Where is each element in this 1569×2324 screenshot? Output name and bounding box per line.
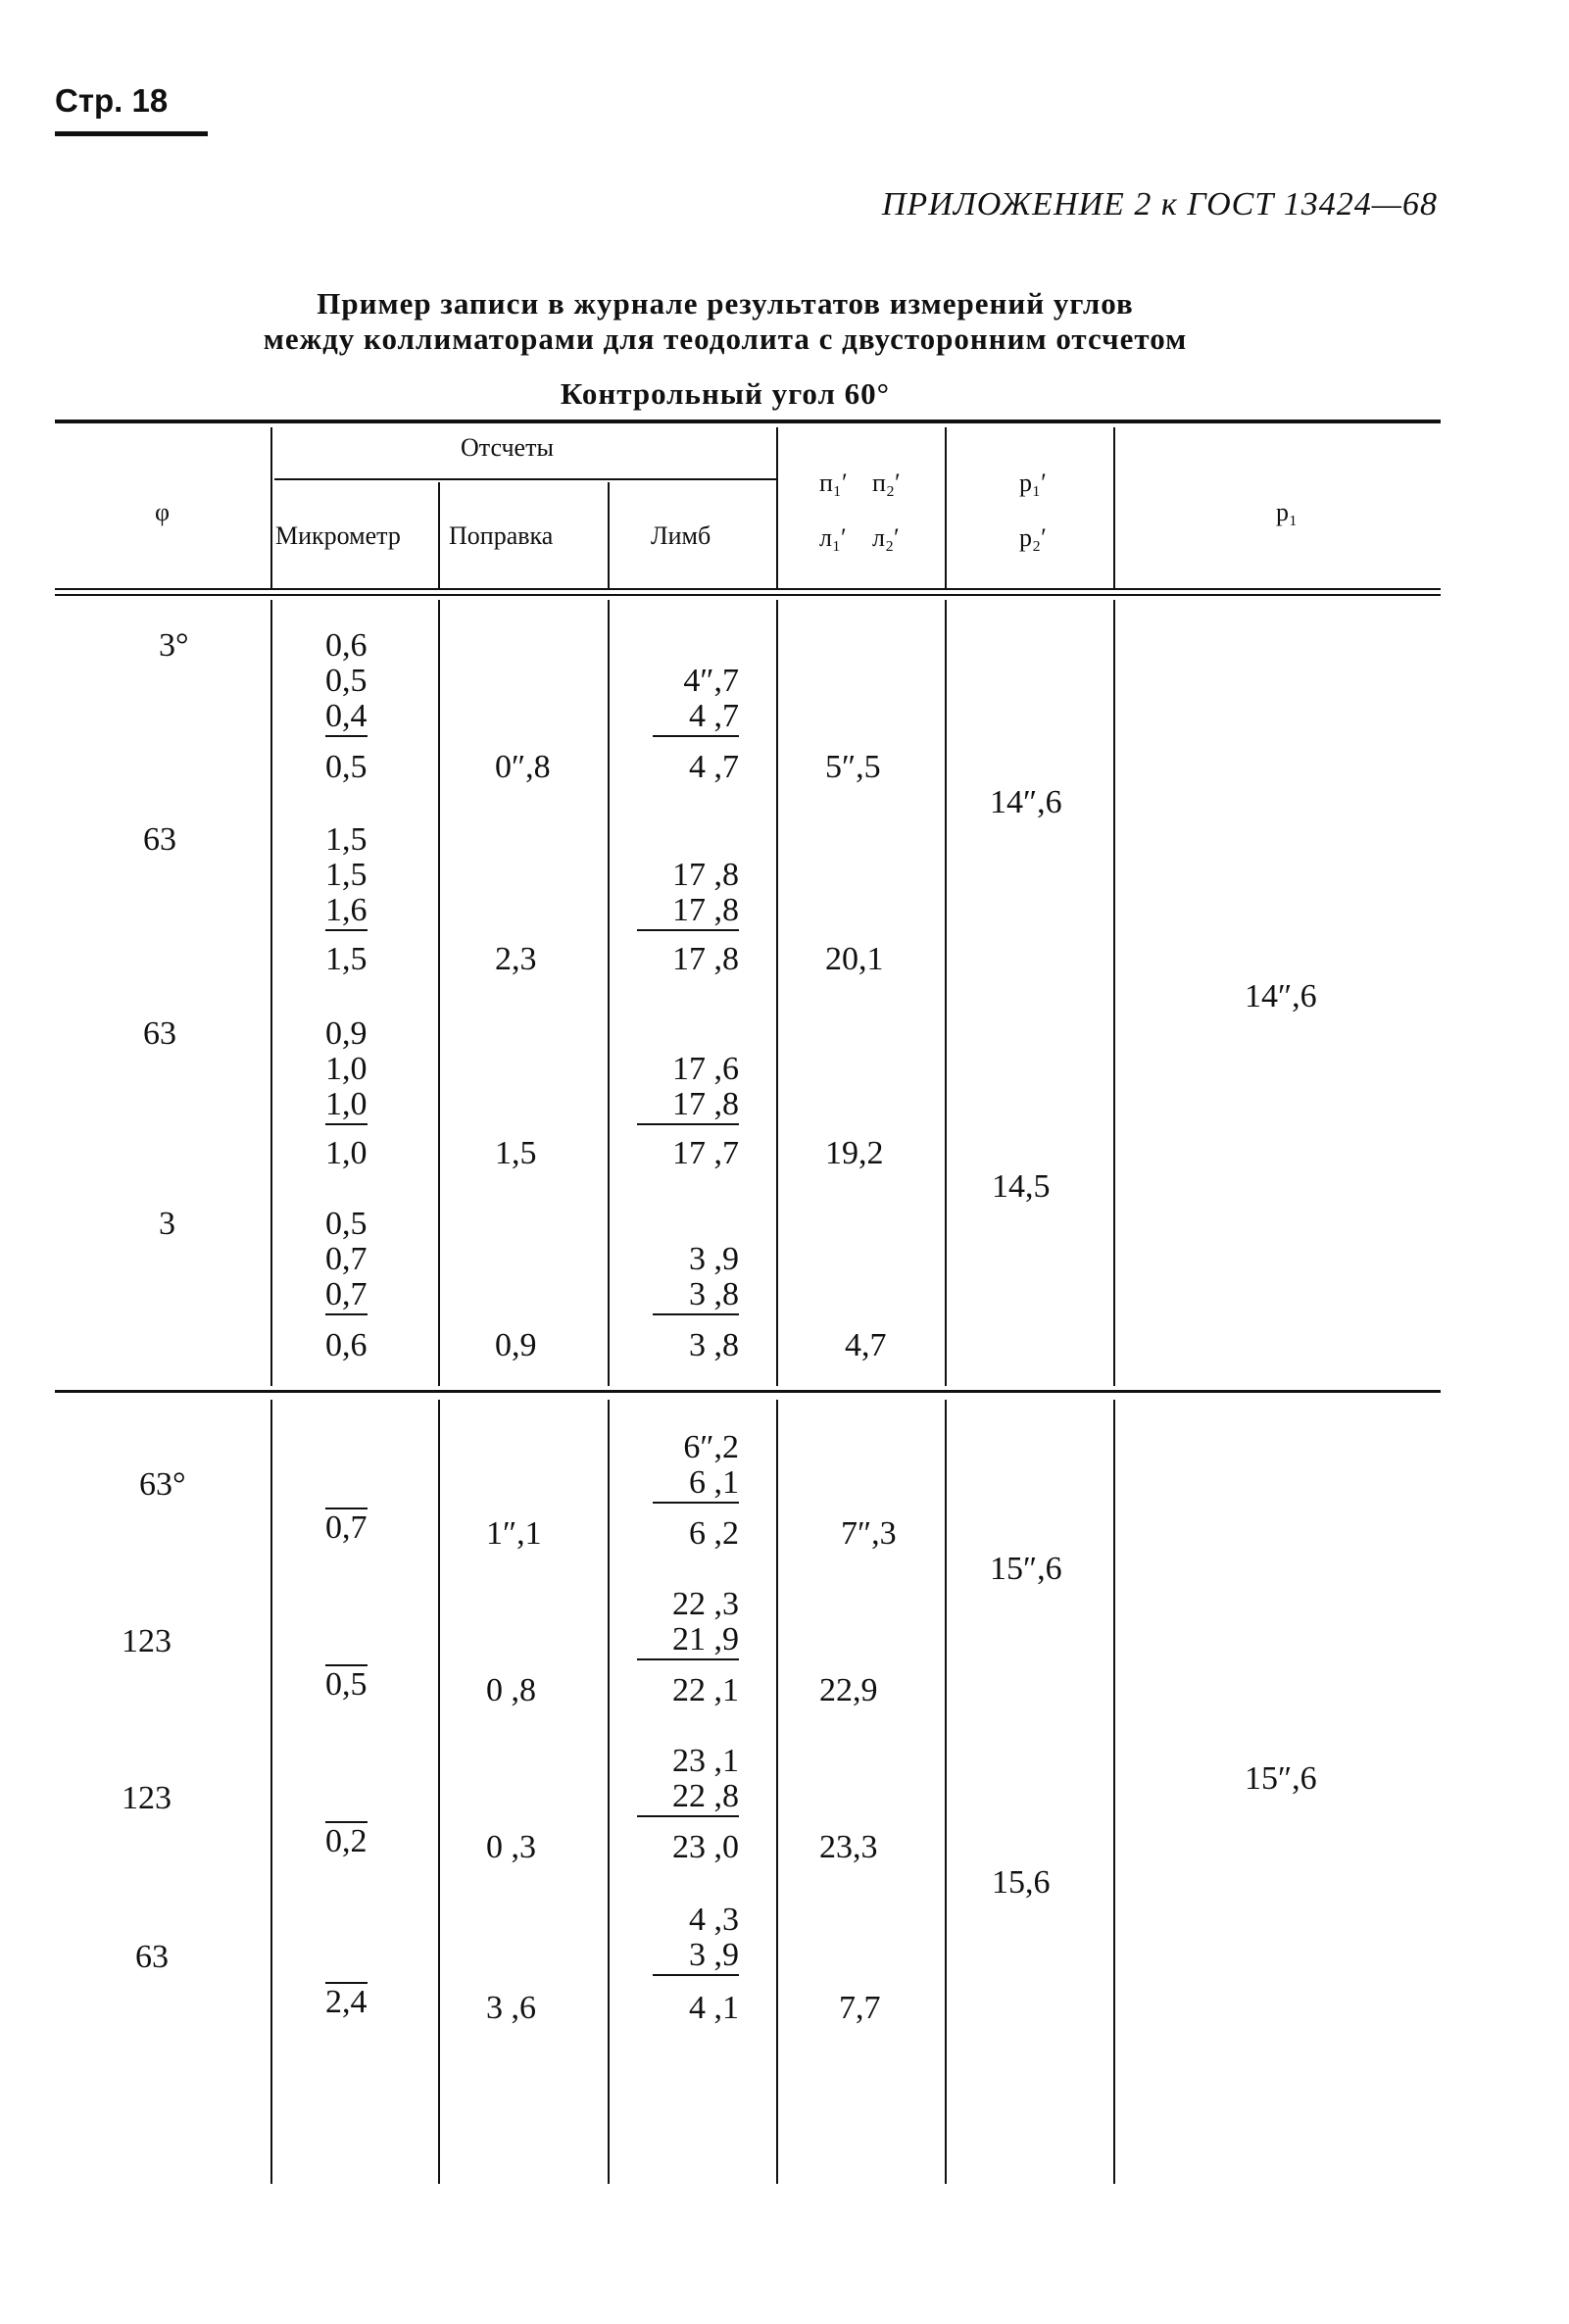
s2-limb-mean: 4 ,1 [689, 1990, 739, 2026]
otschety-rule [274, 478, 776, 480]
s1-limb: 3 ,9 [689, 1241, 739, 1277]
header-popravka: Поправка [449, 521, 554, 550]
s1-micro: 0,6 [325, 627, 368, 664]
s2-micro-value: 0,5 [325, 1666, 368, 1703]
s2-micro-mean [325, 1823, 368, 1860]
s2-limb-mean: 22 ,1 [672, 1672, 739, 1708]
s1-limb: 17 ,8 [637, 1086, 739, 1125]
appendix-heading: ПРИЛОЖЕНИЕ 2 к ГОСТ 13424—68 [881, 186, 1438, 223]
s1-nl: 4,7 [845, 1327, 887, 1363]
s2-limb: 4 ,3 [689, 1902, 739, 1938]
s1-phi: 63 [143, 821, 176, 858]
s2-nl: 22,9 [819, 1672, 878, 1708]
s1-popravka: 0″,8 [495, 749, 551, 785]
s2-limb-mean: 23 ,0 [672, 1829, 739, 1865]
s2-limb: 22 ,3 [672, 1586, 739, 1622]
s2-micro-value: 0,2 [325, 1823, 368, 1859]
s1-micro: 0,7 [325, 1276, 368, 1315]
s1-nl: 19,2 [825, 1135, 884, 1171]
s1-popravka: 1,5 [495, 1135, 537, 1171]
s1-popravka: 0,9 [495, 1327, 537, 1363]
header-l2: л₂′ [872, 523, 900, 552]
header-p1: p₁ [1276, 498, 1299, 526]
col-divider [608, 482, 610, 588]
s2-nl: 23,3 [819, 1829, 878, 1865]
s2-popravka: 0 ,3 [486, 1829, 536, 1865]
s2-micro-value: 2,4 [325, 1984, 368, 2020]
header-n1: п₁′ [819, 469, 848, 497]
s1-micro: 1,0 [325, 1051, 368, 1087]
s1-nl: 5″,5 [825, 749, 881, 785]
s2-popravka: 1″,1 [486, 1515, 542, 1552]
s1-micro: 0,4 [325, 698, 368, 737]
header-phi: φ [155, 498, 171, 526]
s1-phi: 63 [143, 1015, 176, 1052]
col-divider [776, 1400, 778, 2184]
col-divider [1113, 1400, 1115, 2184]
col-divider [1113, 600, 1115, 1386]
doc-subtitle: Контрольный угол 60° [560, 376, 891, 411]
col-divider [945, 600, 947, 1386]
s2-micro-mean [325, 1984, 368, 2021]
s1-limb: 4″,7 [683, 663, 739, 699]
col-divider [776, 600, 778, 1386]
col-divider [438, 482, 440, 588]
s2-limb: 6 ,1 [653, 1464, 739, 1504]
s2-p1-result: 15″,6 [1245, 1760, 1317, 1797]
s2-pp: 15,6 [992, 1864, 1051, 1901]
s1-limb-mean: 3 ,8 [689, 1327, 739, 1363]
col-divider [776, 427, 778, 588]
page-number: Стр. 18 [55, 82, 169, 119]
s2-phi: 63° [139, 1466, 186, 1503]
s1-limb: 17 ,8 [637, 892, 739, 931]
s1-limb: 4 ,7 [653, 698, 739, 737]
header-p2-prime: p₂′ [1019, 523, 1047, 552]
s2-nl: 7,7 [839, 1990, 881, 2026]
s2-phi: 123 [122, 1623, 172, 1659]
header-limb: Лимб [651, 521, 711, 550]
s1-popravka: 2,3 [495, 941, 537, 977]
s1-micro: 0,9 [325, 1015, 368, 1052]
header-l1: л₁′ [819, 523, 847, 552]
s2-micro-value: 0,7 [325, 1509, 368, 1546]
s1-micro: 1,5 [325, 857, 368, 893]
s1-phi: 3 [159, 1206, 175, 1242]
s2-phi: 63 [135, 1939, 169, 1975]
s2-limb-mean: 6 ,2 [689, 1515, 739, 1552]
s2-limb: 6″,2 [683, 1429, 739, 1465]
header-bottom-rule-2 [55, 594, 1441, 596]
s1-micro: 0,5 [325, 663, 368, 699]
s1-micro-mean: 0,5 [325, 749, 368, 785]
col-divider [270, 427, 272, 588]
s1-limb-mean: 4 ,7 [689, 749, 739, 785]
s2-micro-mean [325, 1666, 368, 1704]
s1-pp: 14,5 [992, 1168, 1051, 1205]
s2-micro-mean [325, 1509, 368, 1547]
header-p1-prime: p₁′ [1019, 469, 1047, 497]
s1-phi: 3° [159, 627, 189, 664]
s1-limb: 3 ,8 [653, 1276, 739, 1315]
s1-micro: 1,0 [325, 1086, 368, 1125]
s1-micro-mean: 1,5 [325, 941, 368, 977]
header-bottom-rule-1 [55, 588, 1441, 590]
s2-popravka: 3 ,6 [486, 1990, 536, 2026]
s2-limb: 22 ,8 [637, 1778, 739, 1817]
section-divider-rule [55, 1390, 1441, 1393]
col-divider [945, 427, 947, 588]
s1-micro: 1,6 [325, 892, 368, 931]
s1-micro: 0,7 [325, 1241, 368, 1277]
header-micrometer: Микрометр [275, 521, 401, 550]
s1-micro: 0,5 [325, 1206, 368, 1242]
col-divider [608, 600, 610, 1386]
s1-limb-mean: 17 ,7 [672, 1135, 739, 1171]
col-divider [270, 600, 272, 1386]
s1-p1-result: 14″,6 [1245, 978, 1317, 1014]
s2-limb: 3 ,9 [653, 1937, 739, 1976]
doc-title-line-1: Пример записи в журнале результатов измерений углов [317, 286, 1134, 321]
table-top-rule [55, 420, 1441, 423]
col-divider [270, 1400, 272, 2184]
doc-title-line-2: между коллиматорами для теодолита с двусторонним отсчетом [263, 321, 1188, 356]
s2-popravka: 0 ,8 [486, 1672, 536, 1708]
s2-pp: 15″,6 [990, 1551, 1062, 1587]
s1-pp: 14″,6 [990, 784, 1062, 820]
s1-micro-mean: 1,0 [325, 1135, 368, 1171]
s1-micro: 1,5 [325, 821, 368, 858]
col-divider [438, 600, 440, 1386]
col-divider [1113, 427, 1115, 588]
col-divider [608, 1400, 610, 2184]
col-divider [438, 1400, 440, 2184]
s1-limb: 17 ,6 [672, 1051, 739, 1087]
s2-limb: 23 ,1 [672, 1743, 739, 1779]
s1-micro-mean: 0,6 [325, 1327, 368, 1363]
header-n2: п₂′ [872, 469, 901, 497]
page-number-underline [55, 131, 208, 136]
s2-nl: 7″,3 [841, 1515, 897, 1552]
s2-phi: 123 [122, 1780, 172, 1816]
s1-nl: 20,1 [825, 941, 884, 977]
s2-limb: 21 ,9 [637, 1621, 739, 1660]
s1-limb-mean: 17 ,8 [672, 941, 739, 977]
s1-limb: 17 ,8 [672, 857, 739, 893]
col-divider [945, 1400, 947, 2184]
header-otschety: Отсчеты [461, 433, 554, 462]
